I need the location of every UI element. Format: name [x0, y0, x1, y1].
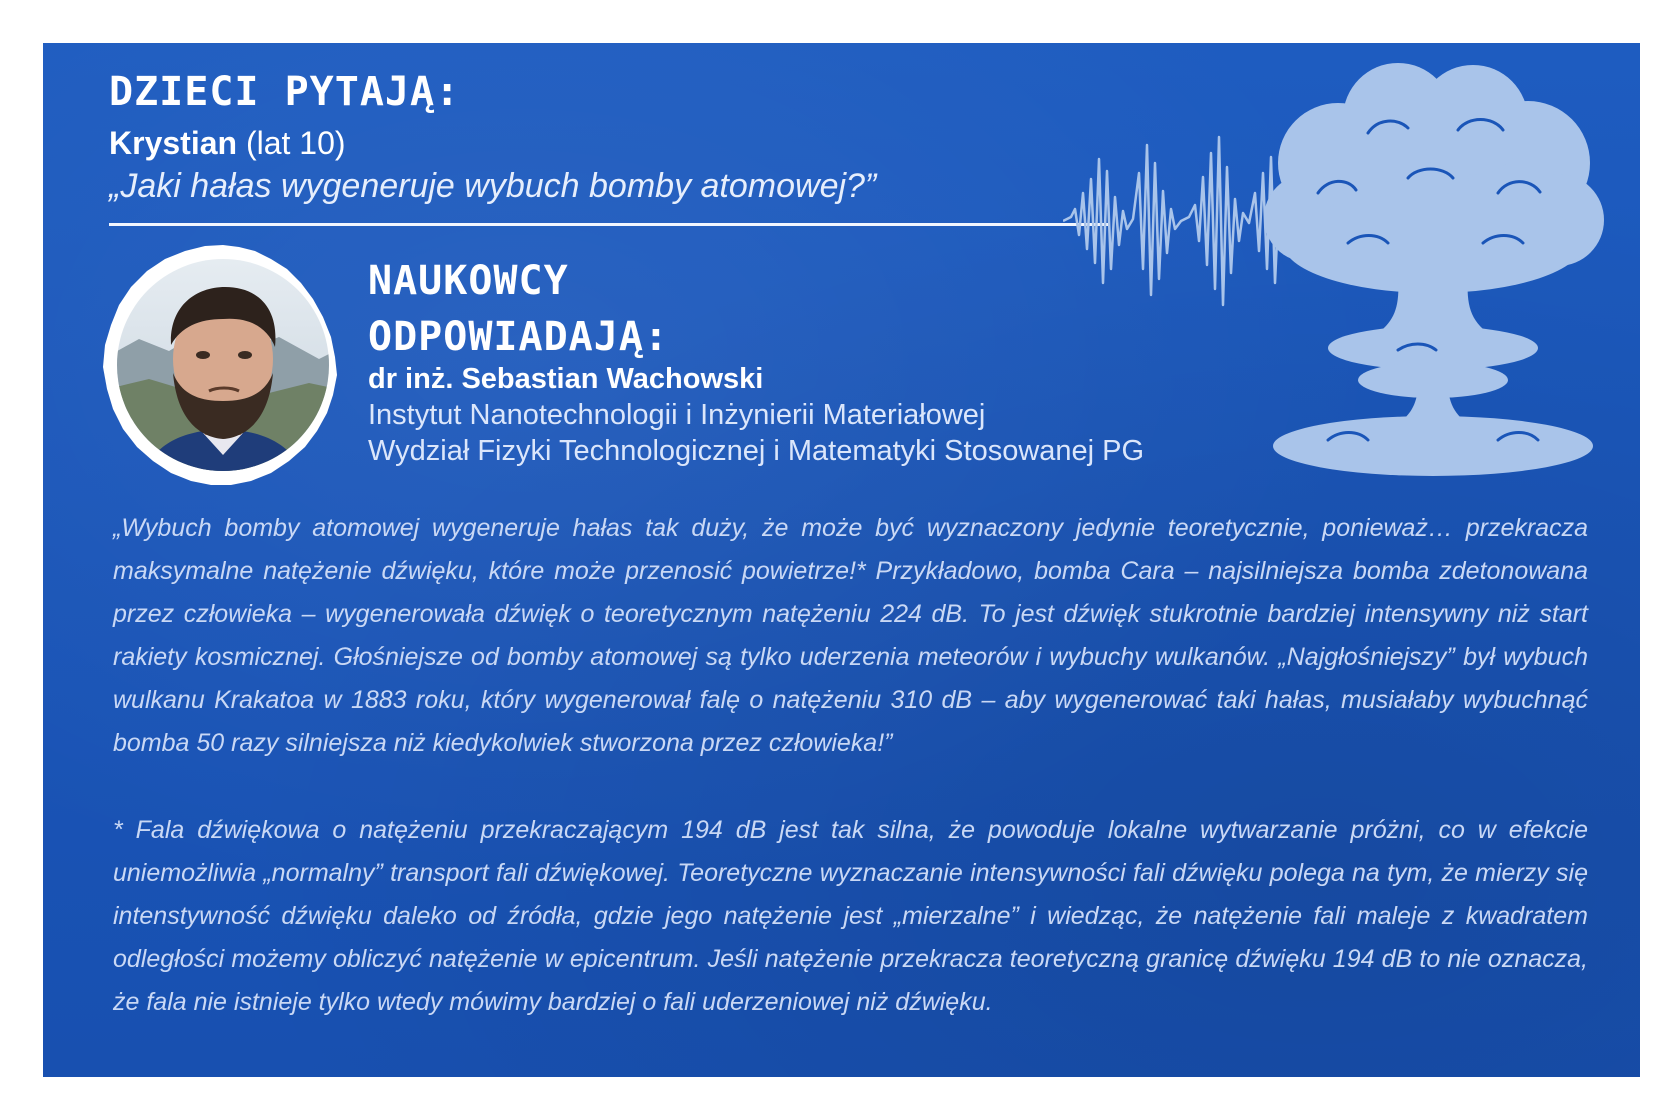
scientist-name: dr inż. Sebastian Wachowski: [368, 363, 764, 395]
mushroom-cloud-icon: [1248, 58, 1618, 478]
kids-ask-heading: DZIECI PYTAJĄ:: [109, 69, 461, 115]
scientist-portrait: [99, 241, 347, 489]
asker-age: (lat 10): [245, 125, 346, 161]
scientist-institute: Instytut Nanotechnologii i Inżynierii Materiałowej: [368, 399, 986, 431]
scientists-answer-heading: [368, 253, 788, 365]
answer-paragraph: „Wybuch bomby atomowej wygeneruje hałas tak duży, że może być wyznaczony jedynie teoretycznie, ponieważ… przekracza maksymalne natężenie dźwięku, które może przenosić powietrze!* Przykładowo, bomba Cara – najsilniejsza bomba zdetonowana przez człowieka – wygenerowała dźwięk o teoretycznym natężeniu 224 dB. To jest dźwięk stukrotnie bardziej intensywny niż start rakiety kosmicznej. Głośniejsze od bomby atomowej są tylko uderzenia meteorów i wybuchy wulkanów. „Najgłośniejszy” był wybuch wulkanu Krakatoa w 1883 roku, który wygenerował falę o natężeniu 310 dB – aby wygenerować taki hałas, musiałaby wybuchnąć bomba 50 razy silniejsza niż kiedykolwiek stworzona przez człowieka!”: [113, 514, 1588, 757]
footnote-paragraph: * Fala dźwiękowa o natężeniu przekraczającym 194 dB jest tak silna, że powoduje lokalne wytwarzanie próżni, co w efekcie uniemożliwia „normalny” transport fali dźwiękowej. Teoretyczne wyznaczanie intensywności fali dźwięku polega na tym, że mierzy się intenstywność dźwięku daleko od źródła, gdzie jego natężenie jest „mierzalne” i wiedząc, że natężenie fali maleje z kwadratem odległości możemy obliczyć natężenie w epicentrum. Jeśli natężenie przekracza teoretyczną granicę dźwięku 194 dB to nie oznacza, że fala nie istnieje tylko wtedy mówimy bardziej o fali uderzeniowej niż dźwięku.: [113, 816, 1588, 1016]
scientist-faculty: Wydział Fizyki Technologicznej i Matematyki Stosowanej PG: [368, 435, 1145, 467]
scientists-heading-line2: ODPOWIADAJĄ:: [368, 314, 669, 360]
article-card: [43, 43, 1640, 1077]
question-text: „Jaki hałas wygeneruje wybuch bomby atomowej?”: [109, 167, 877, 205]
asker-line: [109, 125, 346, 162]
scientists-heading-line1: NAUKOWCY: [368, 258, 569, 304]
asker-name: Krystian: [109, 125, 238, 161]
divider-line: [109, 223, 1109, 226]
